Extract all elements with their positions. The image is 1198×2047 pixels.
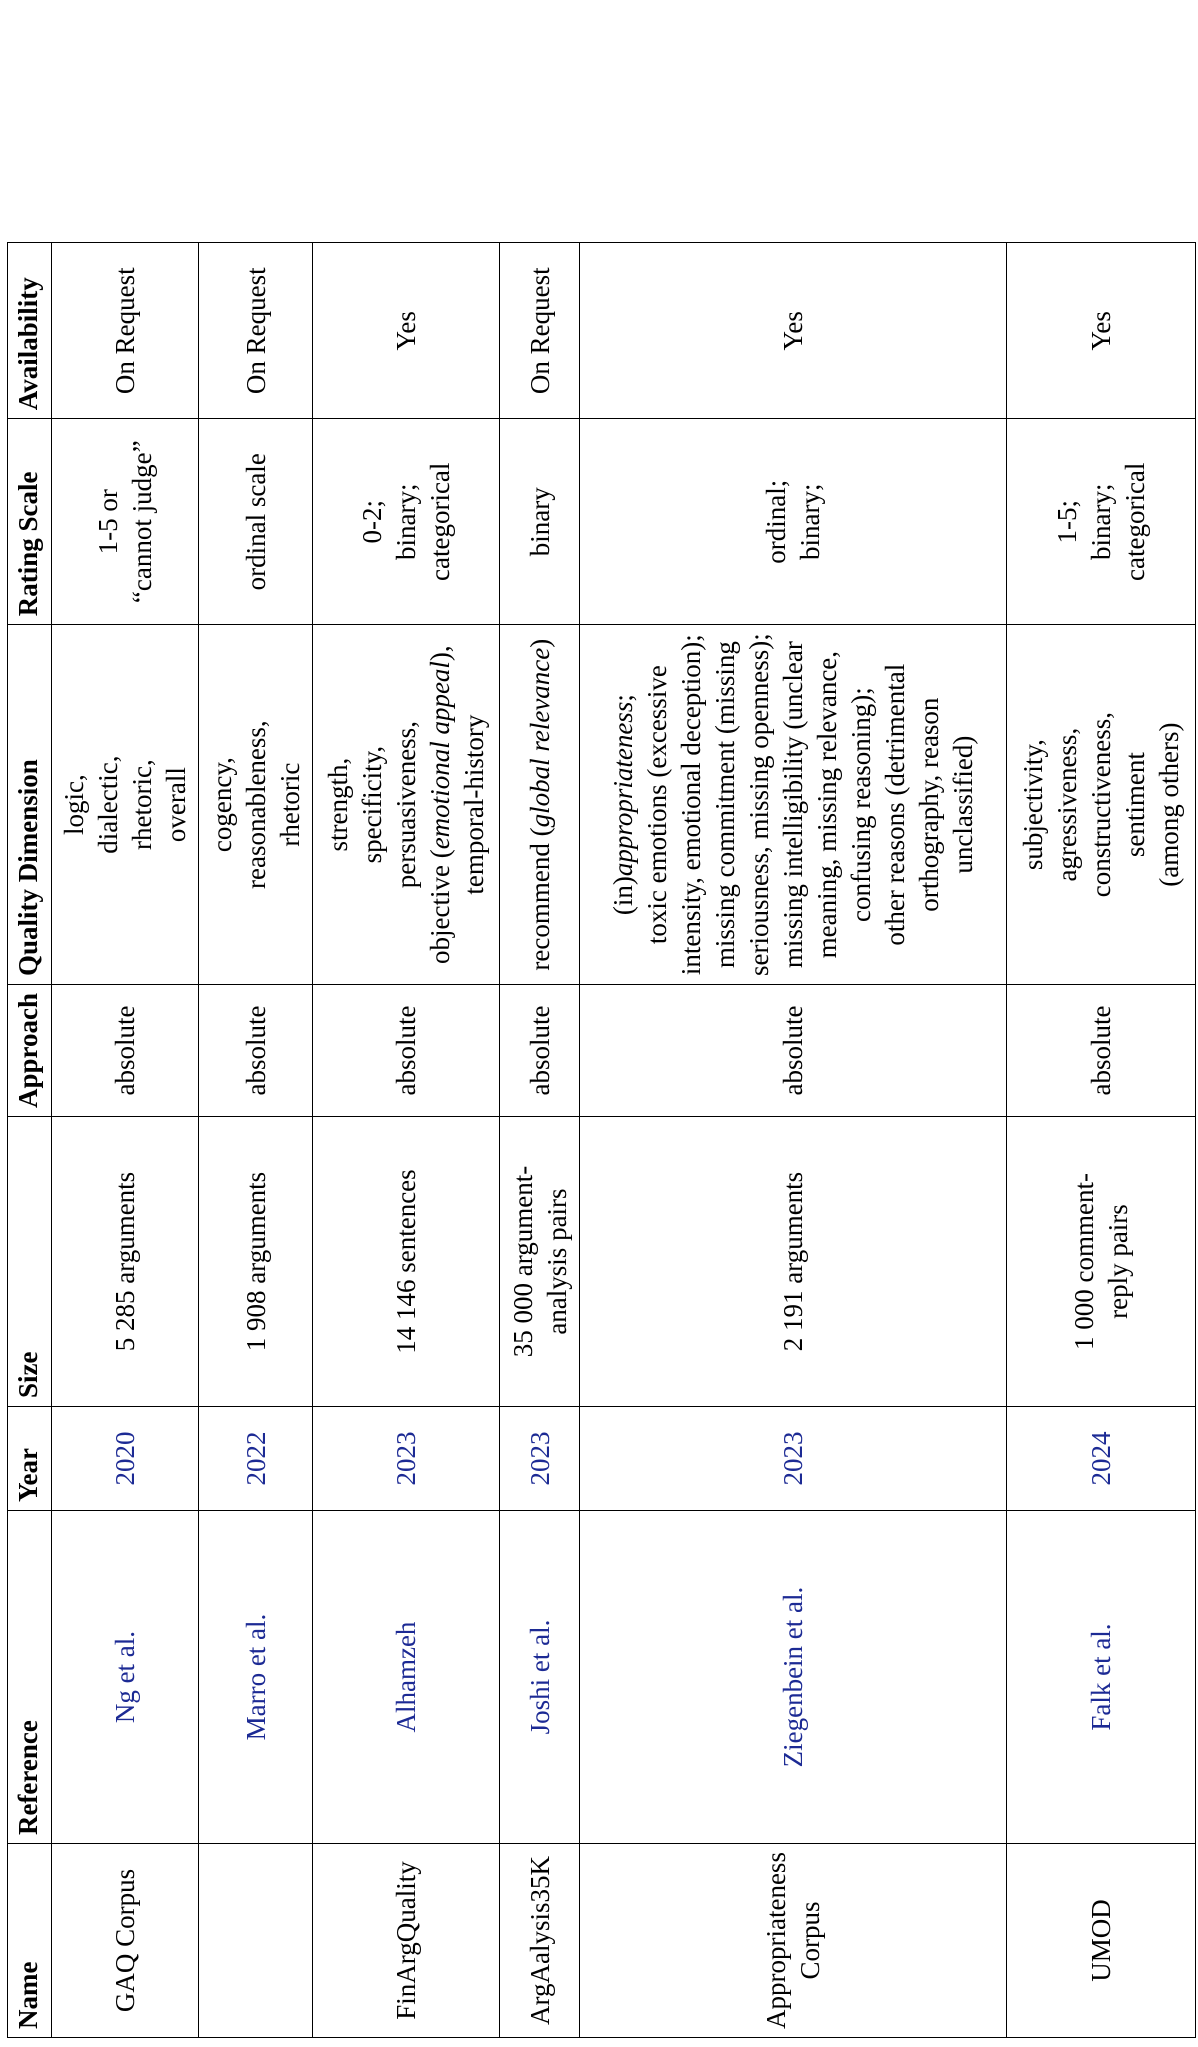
reference-link[interactable]: Alhamzeh — [391, 1621, 421, 1733]
cell-size-line: 1 000 comment- — [1069, 1173, 1099, 1351]
year-link[interactable]: 2024 — [1086, 1431, 1116, 1486]
quality-line: overall — [161, 767, 191, 843]
cell-availability: Yes — [313, 243, 500, 419]
quality-line: logic, — [59, 774, 89, 836]
quality-line: missing commitment (missing — [710, 641, 740, 969]
quality-line: temporal-history — [459, 714, 489, 895]
cell-name-line: FinArgQuality — [391, 1861, 421, 2020]
table-row — [1007, 243, 1196, 2038]
quality-text: ), — [425, 645, 455, 662]
rating-line: binary; — [1086, 483, 1116, 561]
cell-reference — [52, 1511, 199, 1844]
quality-line: orthography, reason — [914, 697, 944, 912]
quality-line: reasonableness, — [240, 720, 271, 889]
cell-name-line: GAQ Corpus — [110, 1868, 140, 2013]
rating-line: binary — [524, 487, 555, 557]
cell-size-line: reply pairs — [1103, 1204, 1133, 1319]
cell-name — [1007, 1844, 1196, 2038]
quality-line: confusing reasoning); — [846, 687, 876, 922]
quality-text: recommend ( — [524, 827, 555, 971]
reference-link[interactable]: Marro et al. — [240, 1613, 271, 1741]
cell-rating-scale — [199, 419, 313, 625]
table-row — [313, 243, 500, 2038]
cell-availability: On Request — [500, 243, 580, 419]
cell-name-line: Corpus — [795, 1901, 825, 1980]
rating-line: “cannot judge” — [127, 440, 157, 604]
table-row — [199, 243, 313, 2038]
quality-line: persuasiveness, — [391, 721, 421, 889]
cell-availability: Yes — [1007, 243, 1196, 419]
quality-line: constructiveness, — [1086, 712, 1116, 898]
header-approach: Approach — [8, 985, 52, 1117]
reference-link[interactable]: Ziegenbein et al. — [778, 1586, 808, 1768]
rating-line: binary; — [795, 483, 825, 561]
quality-line: seriousness, missing openness); — [744, 633, 774, 977]
cell-size-line: analysis pairs — [541, 1188, 572, 1335]
cell-quality-dimension — [313, 625, 500, 985]
cell-reference — [500, 1511, 580, 1844]
cell-size-line: 1 908 arguments — [240, 1171, 271, 1352]
cell-name — [199, 1844, 313, 2038]
cell-name — [313, 1844, 500, 2038]
quality-italic-text: global relevance — [524, 647, 555, 828]
header-name: Name — [8, 1844, 52, 2038]
cell-rating-scale — [580, 419, 1007, 625]
cell-approach: absolute — [199, 985, 313, 1117]
quality-line: missing intelligibility (unclear — [778, 641, 808, 969]
header-quality-dimension: Quality Dimension — [8, 625, 52, 985]
cell-year — [580, 1407, 1007, 1511]
quality-italic-text: appropriateness — [608, 701, 638, 877]
header-rating-scale: Rating Scale — [8, 419, 52, 625]
cell-rating-scale — [313, 419, 500, 625]
quality-line: meaning, missing relevance, — [812, 650, 842, 959]
cell-size — [52, 1117, 199, 1407]
cell-availability: On Request — [52, 243, 199, 419]
year-link[interactable]: 2023 — [778, 1431, 808, 1486]
rating-line: categorical — [1120, 462, 1150, 581]
quality-text: (in) — [608, 876, 638, 916]
cell-approach: absolute — [580, 985, 1007, 1117]
cell-reference — [199, 1511, 313, 1844]
cell-quality-dimension — [1007, 625, 1196, 985]
rating-line: 1-5 or — [93, 489, 123, 555]
cell-rating-scale — [1007, 419, 1196, 625]
cell-rating-scale — [52, 419, 199, 625]
cell-approach: absolute — [313, 985, 500, 1117]
quality-text: objective ( — [425, 849, 455, 964]
cell-quality-dimension — [52, 625, 199, 985]
year-link[interactable]: 2023 — [391, 1431, 421, 1486]
cell-year — [500, 1407, 580, 1511]
reference-link[interactable]: Ng et al. — [110, 1630, 140, 1724]
rating-line: binary; — [391, 483, 421, 561]
cell-year — [199, 1407, 313, 1511]
quality-text: ; — [608, 694, 638, 702]
year-link[interactable]: 2020 — [110, 1431, 140, 1486]
cell-quality-dimension — [500, 625, 580, 985]
cell-size — [199, 1117, 313, 1407]
reference-link[interactable]: Falk et al. — [1086, 1623, 1116, 1731]
header-availability: Availability — [8, 243, 52, 419]
quality-line: intensity, emotional deception); — [676, 634, 706, 976]
cell-size-line: 35 000 argument- — [507, 1165, 538, 1358]
cell-rating-scale — [500, 419, 580, 625]
table-row — [580, 243, 1007, 2038]
quality-line: cogency, — [206, 757, 237, 853]
reference-link[interactable]: Joshi et al. — [524, 1619, 555, 1735]
cell-name-line: Appropriateness — [761, 1852, 791, 2029]
quality-line: unclassified) — [948, 735, 978, 874]
quality-line: dialectic, — [93, 755, 123, 854]
cell-size — [1007, 1117, 1196, 1407]
year-link[interactable]: 2022 — [240, 1431, 271, 1486]
cell-size-line: 2 191 arguments — [778, 1171, 808, 1352]
cell-approach: absolute — [52, 985, 199, 1117]
cell-size-line: 5 285 arguments — [110, 1171, 140, 1352]
table-row — [52, 243, 199, 2038]
cell-year — [1007, 1407, 1196, 1511]
quality-italic-text: emotional appeal — [425, 661, 455, 850]
rating-line: 1-5; — [1052, 500, 1082, 544]
table-header-row — [8, 243, 52, 2038]
cell-size — [580, 1117, 1007, 1407]
cell-size — [500, 1117, 580, 1407]
cell-reference — [580, 1511, 1007, 1844]
cell-reference — [1007, 1511, 1196, 1844]
rating-line: categorical — [425, 462, 455, 581]
cell-name — [500, 1844, 580, 2038]
cell-name — [580, 1844, 1007, 2038]
year-link[interactable]: 2023 — [524, 1431, 555, 1486]
cell-year — [313, 1407, 500, 1511]
cell-year — [52, 1407, 199, 1511]
cell-quality-dimension — [199, 625, 313, 985]
cell-size-line: 14 146 sentences — [391, 1169, 421, 1354]
quality-line: rhetoric — [274, 762, 305, 847]
cell-availability: On Request — [199, 243, 313, 419]
quality-line — [423, 633, 457, 976]
cell-name — [52, 1844, 199, 2038]
cell-name-line: UMOD — [1086, 1899, 1116, 1982]
cell-availability: Yes — [580, 243, 1007, 419]
cell-name-line: ArgAalysis35K — [524, 1856, 555, 2026]
table-row — [500, 243, 580, 2038]
quality-line: sentiment — [1120, 752, 1150, 858]
header-reference: Reference — [8, 1511, 52, 1844]
header-size: Size — [8, 1117, 52, 1407]
rating-line: ordinal; — [761, 479, 791, 564]
rating-line: 0-2; — [357, 500, 387, 544]
cell-approach: absolute — [1007, 985, 1196, 1117]
quality-line: toxic emotions (excessive — [642, 665, 672, 945]
quality-line: agressiveness, — [1052, 727, 1082, 882]
dataset-table — [7, 242, 1196, 2038]
quality-line: strength, — [323, 757, 353, 852]
cell-reference — [313, 1511, 500, 1844]
quality-line: subjectivity, — [1018, 739, 1048, 871]
cell-size — [313, 1117, 500, 1407]
quality-line: rhetoric, — [127, 759, 157, 850]
cell-approach: absolute — [500, 985, 580, 1117]
quality-line: specificity, — [357, 745, 387, 864]
cell-quality-dimension — [580, 625, 1007, 985]
header-year: Year — [8, 1407, 52, 1511]
rating-line: ordinal scale — [240, 453, 271, 591]
quality-line: other reasons (detrimental — [880, 663, 910, 946]
quality-line — [606, 633, 640, 976]
quality-line: (among others) — [1154, 722, 1184, 887]
quality-text: ) — [524, 638, 555, 648]
